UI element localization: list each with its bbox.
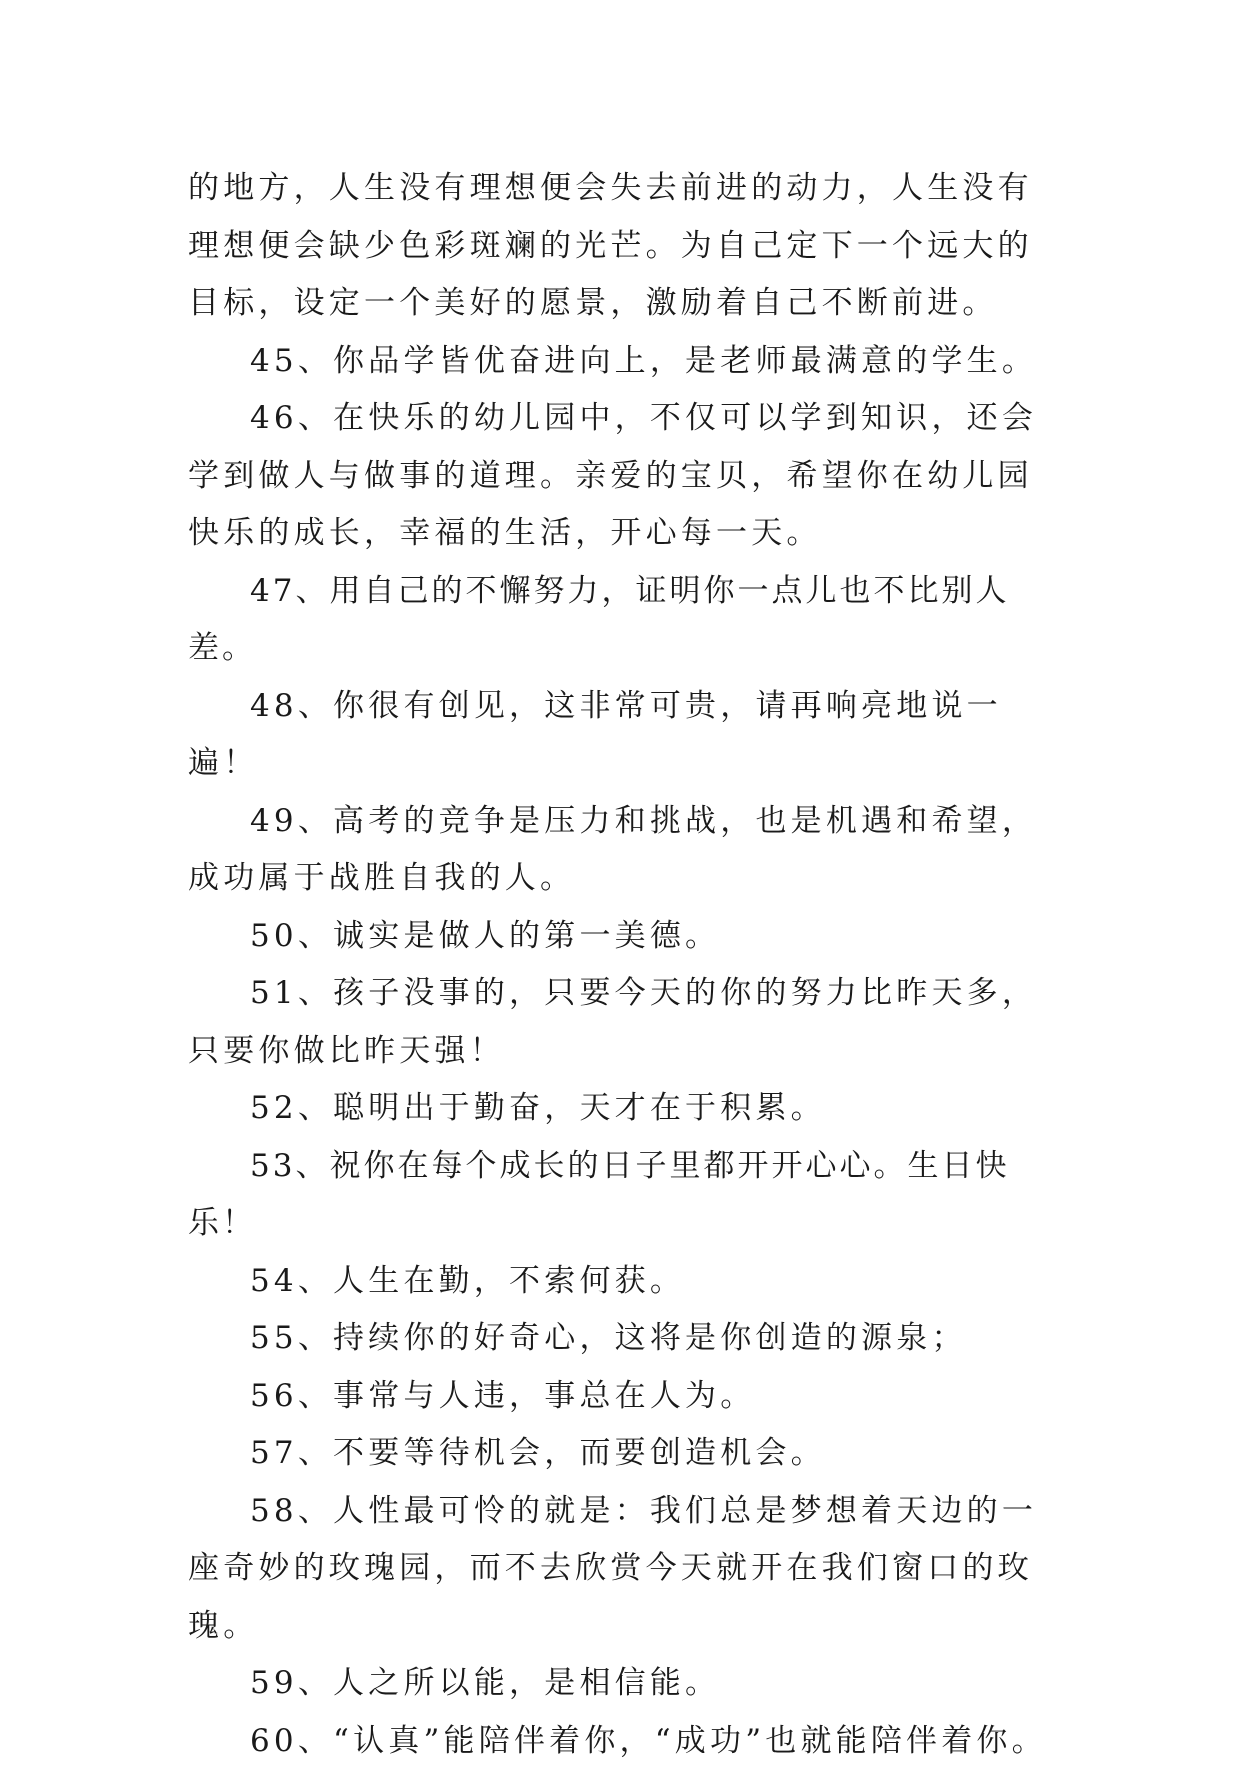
list-item-52: 52、聪明出于勤奋，天才在于积累。 [188,1080,1058,1138]
list-item-46: 46、在快乐的幼儿园中，不仅可以学到知识，还会学到做人与做事的道理。亲爱的宝贝，希望你在幼儿园快乐的成长，幸福的生活，开心每一天。 [188,390,1058,563]
list-item-48: 48、你很有创见，这非常可贵，请再响亮地说一遍！ [188,678,1058,793]
list-item-45: 45、你品学皆优奋进向上，是老师最满意的学生。 [188,333,1058,391]
list-item-58: 58、人性最可怜的就是：我们总是梦想着天边的一座奇妙的玫瑰园，而不去欣赏今天就开在我们窗口的玫瑰。 [188,1483,1058,1656]
list-item-60: 60、“认真”能陪伴着你，“成功”也就能陪伴着你。 [188,1713,1058,1770]
paragraph-continuation: 的地方，人生没有理想便会失去前进的动力，人生没有理想便会缺少色彩斑斓的光芒。为自己定下一个远大的目标，设定一个美好的愿景，激励着自己不断前进。 [188,160,1058,333]
list-item-49: 49、高考的竞争是压力和挑战，也是机遇和希望，成功属于战胜自我的人。 [188,793,1058,908]
list-item-53: 53、祝你在每个成长的日子里都开开心心。生日快乐！ [188,1138,1058,1253]
list-item-51: 51、孩子没事的，只要今天的你的努力比昨天多，只要你做比昨天强！ [188,965,1058,1080]
list-item-55: 55、持续你的好奇心，这将是你创造的源泉； [188,1310,1058,1368]
list-item-59: 59、人之所以能，是相信能。 [188,1655,1058,1713]
list-item-54: 54、人生在勤，不索何获。 [188,1253,1058,1311]
document-body [188,160,1058,1770]
list-item-50: 50、诚实是做人的第一美德。 [188,908,1058,966]
list-item-57: 57、不要等待机会，而要创造机会。 [188,1425,1058,1483]
list-item-47: 47、用自己的不懈努力，证明你一点儿也不比别人差。 [188,563,1058,678]
list-item-56: 56、事常与人违，事总在人为。 [188,1368,1058,1426]
